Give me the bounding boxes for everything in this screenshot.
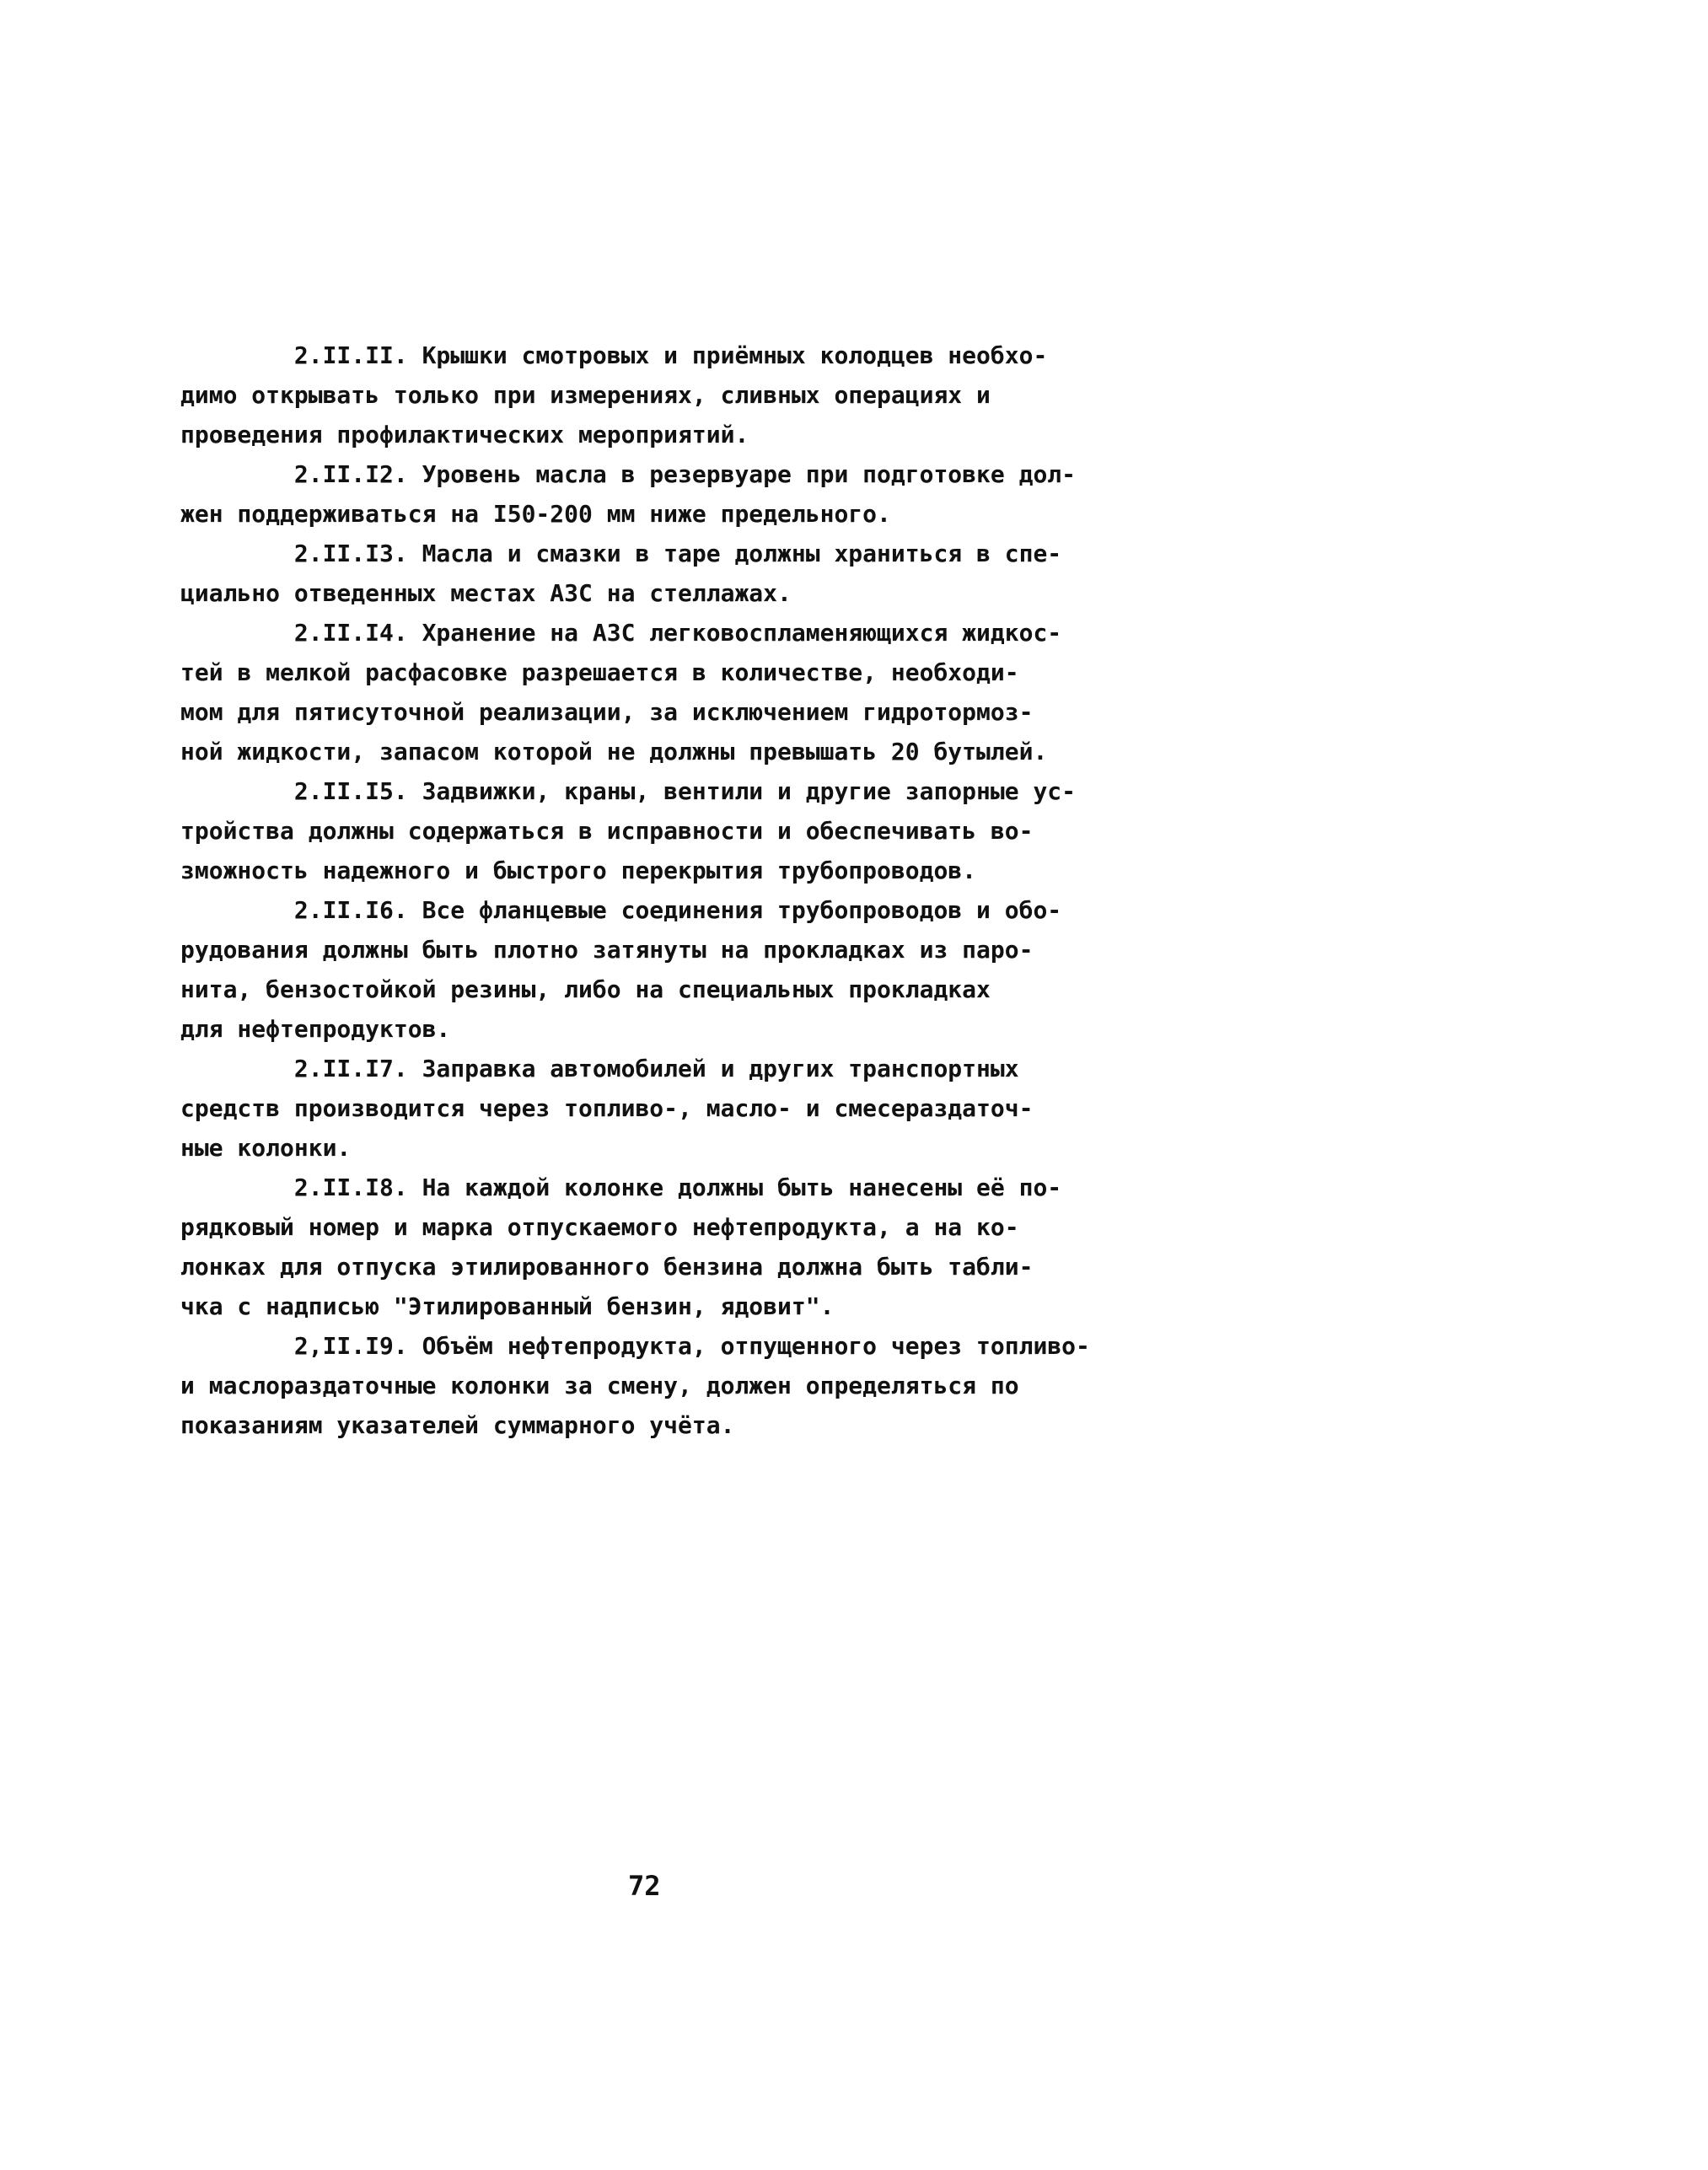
- text-line: ные колонки.: [180, 1134, 352, 1162]
- page-number: 72: [628, 1870, 661, 1902]
- text-line: показаниям указателей суммарного учёта.: [180, 1411, 735, 1439]
- text-line: мом для пятисуточной реализации, за исключением гидротормоз-: [180, 698, 1034, 726]
- text-line: 2.II.I2. Уровень масла в резервуаре при подготовке дол-: [180, 460, 1077, 488]
- paragraph-2-11-17: [180, 1049, 1158, 1168]
- paragraph-2-11-11: [180, 336, 1158, 454]
- text-line: жен поддерживаться на I50-200 мм ниже предельного.: [180, 500, 891, 528]
- text-line: средств производится через топливо-, масло- и смесераздаточ-: [180, 1094, 1034, 1122]
- paragraph-2-11-19: [180, 1326, 1158, 1445]
- text-line: для нефтепродуктов.: [180, 1015, 451, 1043]
- text-line: зможность надежного и быстрого перекрытия трубопроводов.: [180, 857, 977, 884]
- document-body: [180, 336, 1158, 1445]
- text-line: 2.II.II. Крышки смотровых и приёмных колодцев необхо-: [180, 341, 1048, 369]
- paragraph-2-11-12: [180, 454, 1158, 534]
- text-line: 2.II.I7. Заправка автомобилей и других транспортных: [180, 1055, 1019, 1082]
- text-line: 2.II.I5. Задвижки, краны, вентили и другие запорные ус-: [180, 777, 1077, 805]
- text-line: рудования должны быть плотно затянуты на прокладках из паро-: [180, 936, 1034, 964]
- text-line: 2.II.I4. Хранение на АЗС легковоспламеняющихся жидкос-: [180, 619, 1062, 647]
- text-line: проведения профилактических мероприятий.: [180, 421, 749, 449]
- text-line: димо открывать только при измерениях, сливных операциях и: [180, 381, 991, 409]
- text-line: 2.II.I3. Масла и смазки в таре должны храниться в спе-: [180, 540, 1062, 567]
- text-line: тей в мелкой расфасовке разрешается в количестве, необходи-: [180, 658, 1019, 686]
- paragraph-2-11-13: [180, 534, 1158, 613]
- text-line: 2,II.I9. Объём нефтепродукта, отпущенного через топливо-: [180, 1332, 1090, 1360]
- paragraph-2-11-16: [180, 890, 1158, 1049]
- paragraph-2-11-18: [180, 1168, 1158, 1326]
- text-line: и маслораздаточные колонки за смену, должен определяться по: [180, 1372, 1019, 1399]
- text-line: лонках для отпуска этилированного бензина должна быть табли-: [180, 1253, 1034, 1281]
- paragraph-2-11-14: [180, 613, 1158, 771]
- text-line: циально отведенных местах АЗС на стеллажах.: [180, 579, 792, 607]
- text-line: ной жидкости, запасом которой не должны превышать 20 бутылей.: [180, 738, 1048, 765]
- text-line: рядковый номер и марка отпускаемого нефтепродукта, а на ко-: [180, 1213, 1019, 1241]
- text-line: чка с надписью "Этилированный бензин, ядовит".: [180, 1292, 835, 1320]
- text-line: 2.II.I8. На каждой колонке должны быть нанесены её по-: [180, 1174, 1062, 1201]
- paragraph-2-11-15: [180, 771, 1158, 890]
- text-line: тройства должны содержаться в исправности и обеспечивать во-: [180, 817, 1034, 845]
- text-line: нита, бензостойкой резины, либо на специальных прокладках: [180, 975, 991, 1003]
- text-line: 2.II.I6. Все фланцевые соединения трубопроводов и обо-: [180, 896, 1062, 924]
